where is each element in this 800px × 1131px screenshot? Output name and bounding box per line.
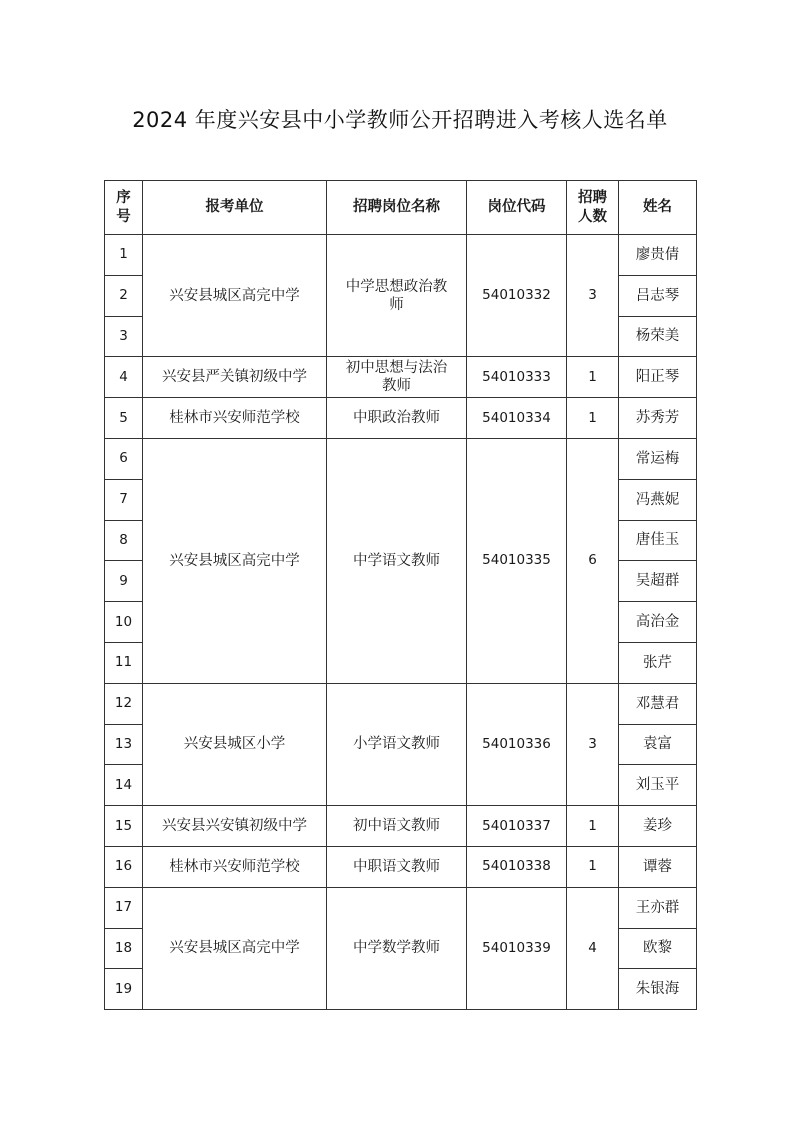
name-cell: 苏秀芳	[619, 398, 697, 439]
name-cell: 张芹	[619, 642, 697, 683]
seq-cell: 17	[105, 887, 143, 928]
count-cell: 1	[567, 398, 619, 439]
seq-cell: 18	[105, 928, 143, 969]
code-cell: 54010337	[467, 806, 567, 847]
post-cell: 中职语文教师	[327, 846, 467, 887]
code-cell: 54010336	[467, 683, 567, 805]
table-row	[105, 887, 697, 928]
name-cell: 邓慧君	[619, 683, 697, 724]
code-cell: 54010338	[467, 846, 567, 887]
post-cell: 中学思想政治教师	[327, 235, 467, 357]
unit-cell: 桂林市兴安师范学校	[143, 398, 327, 439]
name-cell: 姜珍	[619, 806, 697, 847]
name-cell: 吴超群	[619, 561, 697, 602]
post-cell: 初中语文教师	[327, 806, 467, 847]
name-cell: 廖贵倩	[619, 235, 697, 276]
header-text: 序 号	[116, 190, 131, 225]
table-row	[105, 806, 697, 847]
post-cell: 中学语文教师	[327, 438, 467, 683]
table-body	[105, 235, 697, 1010]
count-cell: 6	[567, 438, 619, 683]
header-unit: 报考单位	[143, 181, 327, 235]
seq-cell: 12	[105, 683, 143, 724]
seq-cell: 10	[105, 602, 143, 643]
seq-cell: 7	[105, 479, 143, 520]
seq-cell: 9	[105, 561, 143, 602]
unit-cell: 兴安县城区高完中学	[143, 438, 327, 683]
name-cell: 冯燕妮	[619, 479, 697, 520]
seq-cell: 8	[105, 520, 143, 561]
name-cell: 阳正琴	[619, 357, 697, 398]
name-cell: 王亦群	[619, 887, 697, 928]
code-cell: 54010339	[467, 887, 567, 1009]
name-cell: 袁富	[619, 724, 697, 765]
seq-cell: 14	[105, 765, 143, 806]
count-cell: 1	[567, 806, 619, 847]
count-cell: 4	[567, 887, 619, 1009]
post-cell: 小学语文教师	[327, 683, 467, 805]
unit-cell: 兴安县兴安镇初级中学	[143, 806, 327, 847]
code-cell: 54010335	[467, 438, 567, 683]
table-row	[105, 357, 697, 398]
seq-cell: 15	[105, 806, 143, 847]
header-count	[567, 181, 619, 235]
page-title: 2024 年度兴安县中小学教师公开招聘进入考核人选名单	[132, 108, 668, 132]
code-cell: 54010332	[467, 235, 567, 357]
table-header-row	[105, 181, 697, 235]
header-code: 岗位代码	[467, 181, 567, 235]
count-cell: 1	[567, 846, 619, 887]
count-cell: 3	[567, 235, 619, 357]
post-cell: 初中思想与法治教师	[327, 357, 467, 398]
table-row	[105, 438, 697, 479]
name-cell: 欧黎	[619, 928, 697, 969]
seq-cell: 13	[105, 724, 143, 765]
count-cell: 1	[567, 357, 619, 398]
code-cell: 54010333	[467, 357, 567, 398]
name-cell: 唐佳玉	[619, 520, 697, 561]
name-cell: 刘玉平	[619, 765, 697, 806]
name-cell: 谭蓉	[619, 846, 697, 887]
unit-cell: 兴安县城区小学	[143, 683, 327, 805]
header-post: 招聘岗位名称	[327, 181, 467, 235]
name-cell: 吕志琴	[619, 275, 697, 316]
seq-cell: 3	[105, 316, 143, 357]
table-row	[105, 235, 697, 276]
table-row	[105, 846, 697, 887]
table-row	[105, 683, 697, 724]
seq-cell: 6	[105, 438, 143, 479]
seq-cell: 4	[105, 357, 143, 398]
code-cell: 54010334	[467, 398, 567, 439]
header-text: 招聘 人数	[578, 190, 607, 225]
candidate-table	[104, 180, 697, 1010]
table-row	[105, 398, 697, 439]
unit-cell: 兴安县严关镇初级中学	[143, 357, 327, 398]
name-cell: 常运梅	[619, 438, 697, 479]
post-cell: 中职政治教师	[327, 398, 467, 439]
unit-cell: 桂林市兴安师范学校	[143, 846, 327, 887]
name-cell: 高治金	[619, 602, 697, 643]
count-cell: 3	[567, 683, 619, 805]
seq-cell: 2	[105, 275, 143, 316]
seq-cell: 19	[105, 969, 143, 1010]
seq-cell: 11	[105, 642, 143, 683]
seq-cell: 16	[105, 846, 143, 887]
header-seq	[105, 181, 143, 235]
name-cell: 杨荣美	[619, 316, 697, 357]
header-name: 姓名	[619, 181, 697, 235]
seq-cell: 1	[105, 235, 143, 276]
name-cell: 朱银海	[619, 969, 697, 1010]
unit-cell: 兴安县城区高完中学	[143, 235, 327, 357]
post-cell: 中学数学教师	[327, 887, 467, 1009]
seq-cell: 5	[105, 398, 143, 439]
unit-cell: 兴安县城区高完中学	[143, 887, 327, 1009]
